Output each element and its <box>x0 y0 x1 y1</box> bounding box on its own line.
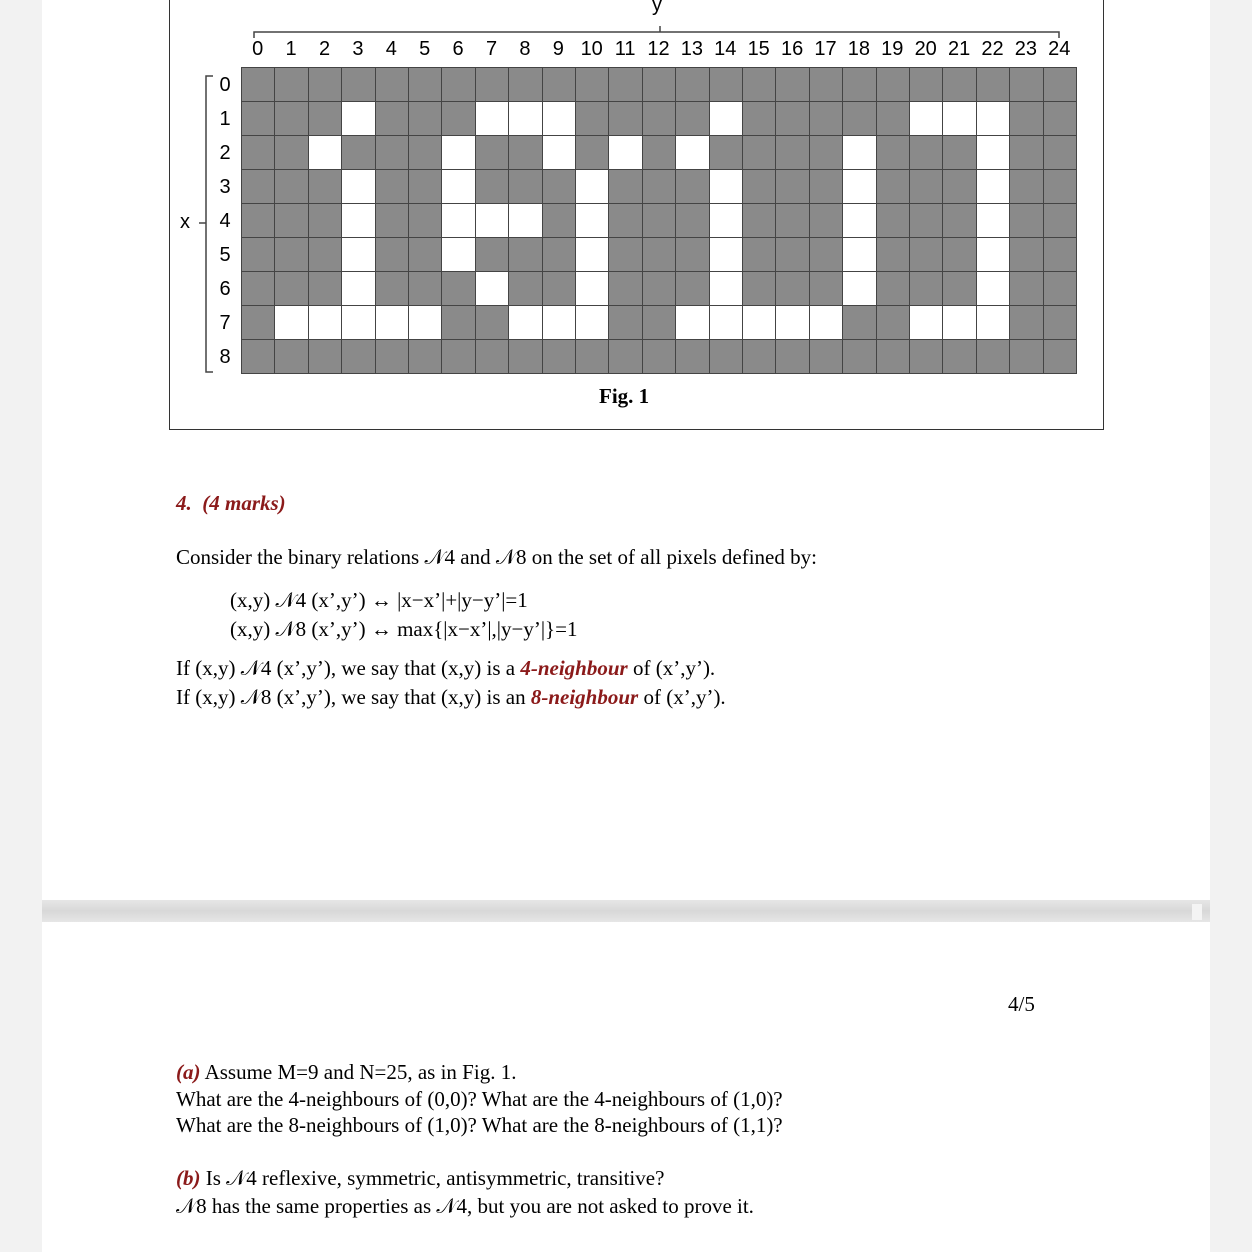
pixel-gray <box>742 271 776 306</box>
y-tick-label: 11 <box>614 38 636 60</box>
pixel-gray <box>976 67 1010 102</box>
pixel-gray <box>441 101 475 136</box>
pixel-gray <box>1009 237 1043 272</box>
part-b-line1 <box>176 1166 664 1191</box>
y-tick-label: 19 <box>881 38 904 60</box>
pixel-gray <box>375 237 409 272</box>
pixel-gray <box>909 203 943 238</box>
pixel-gray <box>608 67 642 102</box>
pixel-gray <box>441 305 475 340</box>
x-tick-label: 1 <box>219 108 231 130</box>
pixel-gray <box>1043 305 1077 340</box>
pixel-white <box>575 271 609 306</box>
pixel-gray <box>408 237 442 272</box>
pixel-white <box>341 101 375 136</box>
pixel-gray <box>709 339 743 374</box>
pixel-gray <box>408 101 442 136</box>
pixel-gray <box>575 101 609 136</box>
pixel-gray <box>709 135 743 170</box>
y-tick-label: 22 <box>981 38 1004 60</box>
pixel-gray <box>341 135 375 170</box>
pixel-gray <box>575 339 609 374</box>
pixel-gray <box>909 339 943 374</box>
pixel-gray <box>608 237 642 272</box>
pixel-gray <box>241 237 275 272</box>
pixel-gray <box>742 67 776 102</box>
pixel-gray <box>508 237 542 272</box>
pixel-white <box>542 135 576 170</box>
pixel-gray <box>1043 271 1077 306</box>
pixel-white <box>709 237 743 272</box>
pixel-white <box>341 203 375 238</box>
pixel-gray <box>642 237 676 272</box>
pixel-white <box>341 169 375 204</box>
y-tick-label: 5 <box>419 38 431 60</box>
pixel-gray <box>1043 203 1077 238</box>
pixel-gray <box>274 271 308 306</box>
pixel-white <box>608 135 642 170</box>
part-b-label: (b) <box>176 1166 201 1190</box>
pixel-gray <box>542 67 576 102</box>
pixel-gray <box>1043 237 1077 272</box>
pixel-gray <box>1009 67 1043 102</box>
pixel-gray <box>608 101 642 136</box>
pixel-white <box>441 203 475 238</box>
question-marks: (4 marks) <box>202 491 286 515</box>
pixel-white <box>842 203 876 238</box>
pixel-gray <box>375 339 409 374</box>
pixel-gray <box>775 339 809 374</box>
pixel-gray <box>508 339 542 374</box>
y-tick-label: 21 <box>947 38 971 60</box>
y-tick-label: 20 <box>914 38 937 60</box>
pixel-gray <box>441 271 475 306</box>
part-a-line2: What are the 4-neighbours of (0,0)? What are the 4-neighbours of (1,0)? <box>176 1087 783 1111</box>
pixel-gray <box>1009 101 1043 136</box>
pixel-gray <box>775 237 809 272</box>
pixel-gray <box>942 339 976 374</box>
pixel-gray <box>375 271 409 306</box>
pixel-gray <box>608 203 642 238</box>
pixel-gray <box>675 237 709 272</box>
pixel-gray <box>809 169 843 204</box>
pixel-gray <box>408 67 442 102</box>
pixel-gray <box>876 305 910 340</box>
pixel-gray <box>976 339 1010 374</box>
pixel-gray <box>709 67 743 102</box>
pixel-gray <box>1009 271 1043 306</box>
y-tick-label: 18 <box>847 38 871 60</box>
pixel-gray <box>675 169 709 204</box>
pixel-gray <box>775 203 809 238</box>
pixel-gray <box>809 237 843 272</box>
x-tick-label: 4 <box>219 210 231 232</box>
y-tick-label: 15 <box>747 38 770 60</box>
pixel-gray <box>341 67 375 102</box>
x-tick-label: 7 <box>219 312 231 334</box>
pixel-gray <box>375 135 409 170</box>
pixel-white <box>976 169 1010 204</box>
pixel-gray <box>375 67 409 102</box>
y-tick-label: 4 <box>385 38 397 60</box>
pixel-white <box>909 305 943 340</box>
pixel-gray <box>241 271 275 306</box>
pixel-white <box>308 305 342 340</box>
pixel-gray <box>775 169 809 204</box>
pixel-gray <box>642 305 676 340</box>
pixel-gray <box>675 101 709 136</box>
pixel-gray <box>642 203 676 238</box>
pixel-gray <box>475 305 509 340</box>
pixel-white <box>976 305 1010 340</box>
pixel-gray <box>441 67 475 102</box>
y-tick-label: 14 <box>714 38 737 60</box>
pixel-gray <box>608 169 642 204</box>
pixel-gray <box>942 135 976 170</box>
line1-pre: If (x,y) 𝒩4 (x’,y’), we say that (x,y) is a <box>176 656 521 680</box>
pixel-gray <box>742 339 776 374</box>
pixel-gray <box>408 271 442 306</box>
pixel-white <box>842 135 876 170</box>
pixel-white <box>575 305 609 340</box>
pixel-gray <box>274 135 308 170</box>
pixel-gray <box>1043 339 1077 374</box>
pixel-gray <box>475 339 509 374</box>
pixel-gray <box>742 101 776 136</box>
question-heading <box>176 491 286 516</box>
pixel-gray <box>608 305 642 340</box>
question-number: 4. <box>176 491 192 515</box>
pixel-white <box>942 101 976 136</box>
pixel-gray <box>308 101 342 136</box>
pixel-gray <box>508 271 542 306</box>
pixel-gray <box>876 67 910 102</box>
pixel-white <box>675 305 709 340</box>
pixel-gray <box>642 339 676 374</box>
pixel-white <box>341 237 375 272</box>
y-tick-label: 0 <box>252 38 264 60</box>
pixel-white <box>441 237 475 272</box>
pixel-gray <box>642 67 676 102</box>
line1-post: of (x’,y’). <box>627 656 716 680</box>
pixel-white <box>475 271 509 306</box>
pixel-gray <box>1043 101 1077 136</box>
y-tick-label: 9 <box>552 38 564 60</box>
pixel-white <box>542 101 576 136</box>
pixel-white <box>842 271 876 306</box>
question-intro: Consider the binary relations 𝒩4 and 𝒩8 on the set of all pixels defined by: <box>176 545 817 569</box>
pixel-gray <box>341 339 375 374</box>
pixel-gray <box>542 203 576 238</box>
y-tick-label: 12 <box>647 38 670 60</box>
x-tick-label: 0 <box>219 74 231 96</box>
pixel-gray <box>809 101 843 136</box>
pixel-gray <box>642 169 676 204</box>
pixel-white <box>976 101 1010 136</box>
pixel-white <box>709 305 743 340</box>
pixel-gray <box>608 339 642 374</box>
pixel-gray <box>274 203 308 238</box>
pixel-gray <box>1009 305 1043 340</box>
pixel-gray <box>775 135 809 170</box>
y-tick-label: 7 <box>485 38 498 60</box>
pixel-white <box>408 305 442 340</box>
pixel-gray <box>842 339 876 374</box>
pixel-gray <box>775 67 809 102</box>
pixel-gray <box>1009 169 1043 204</box>
pixel-gray <box>876 203 910 238</box>
pixel-white <box>942 305 976 340</box>
pixel-gray <box>241 203 275 238</box>
line2-pre: If (x,y) 𝒩8 (x’,y’), we say that (x,y) is an <box>176 685 531 709</box>
pixel-gray <box>675 339 709 374</box>
pixel-gray <box>274 169 308 204</box>
pixel-gray <box>876 339 910 374</box>
pixel-gray <box>842 305 876 340</box>
neighbour-4-definition <box>176 656 715 681</box>
pixel-gray <box>809 67 843 102</box>
pixel-gray <box>508 169 542 204</box>
pixel-white <box>675 135 709 170</box>
y-tick-label: 10 <box>580 38 603 60</box>
part-b-text: Is 𝒩4 reflexive, symmetric, antisymmetric, transitive? <box>200 1166 665 1190</box>
y-axis-brace <box>240 20 1080 40</box>
pixel-white <box>375 305 409 340</box>
pixel-gray <box>809 339 843 374</box>
pixel-gray <box>241 67 275 102</box>
pixel-gray <box>308 271 342 306</box>
pixel-gray <box>308 169 342 204</box>
term-4-neighbour: 4-neighbour <box>520 656 628 680</box>
pixel-gray <box>909 271 943 306</box>
pixel-white <box>976 271 1010 306</box>
y-tick-label: 17 <box>814 38 837 60</box>
pixel-gray <box>642 135 676 170</box>
y-tick-label: 24 <box>1048 38 1071 60</box>
pixel-gray <box>408 339 442 374</box>
pixel-gray <box>542 271 576 306</box>
pixel-white <box>475 203 509 238</box>
pixel-gray <box>441 339 475 374</box>
pixel-white <box>508 305 542 340</box>
pixel-gray <box>274 67 308 102</box>
y-tick-label: 8 <box>519 38 531 60</box>
pixel-gray <box>675 271 709 306</box>
pixel-gray <box>742 203 776 238</box>
pixel-white <box>842 237 876 272</box>
pixel-white <box>775 305 809 340</box>
pixel-gray <box>909 237 943 272</box>
pixel-gray <box>1009 203 1043 238</box>
pixel-gray <box>508 135 542 170</box>
part-a-text: Assume M=9 and N=25, as in Fig. 1. <box>200 1060 517 1084</box>
part-b-line2: 𝒩8 has the same properties as 𝒩4, but you are not asked to prove it. <box>176 1194 754 1218</box>
pixel-white <box>976 203 1010 238</box>
pixel-gray <box>1043 169 1077 204</box>
pixel-white <box>842 169 876 204</box>
pixel-gray <box>675 67 709 102</box>
pixel-gray <box>475 135 509 170</box>
y-tick-label: 3 <box>352 38 364 60</box>
pixel-gray <box>375 101 409 136</box>
pixel-gray <box>508 67 542 102</box>
pixel-white <box>976 135 1010 170</box>
pixel-white <box>274 305 308 340</box>
pixel-gray <box>308 203 342 238</box>
page-number: 4/5 <box>1008 992 1035 1016</box>
y-tick-label: 1 <box>285 38 297 60</box>
pixel-gray <box>909 67 943 102</box>
pixel-gray <box>475 169 509 204</box>
pixel-gray <box>1009 339 1043 374</box>
x-tick-label: 3 <box>219 176 231 198</box>
pixel-gray <box>876 101 910 136</box>
part-a-line3: What are the 8-neighbours of (1,0)? What are the 8-neighbours of (1,1)? <box>176 1113 783 1137</box>
y-tick-label: 16 <box>780 38 804 60</box>
pixel-gray <box>542 237 576 272</box>
pixel-white <box>742 305 776 340</box>
pixel-gray <box>909 135 943 170</box>
pixel-white <box>709 101 743 136</box>
pixel-gray <box>742 169 776 204</box>
x-tick-label: 5 <box>219 244 231 266</box>
pixel-gray <box>408 169 442 204</box>
x-tick-label: 8 <box>219 346 231 368</box>
page-divider-notch <box>1192 904 1202 920</box>
pixel-gray <box>375 203 409 238</box>
figure-caption: Fig. 1 <box>599 384 650 408</box>
term-8-neighbour: 8-neighbour <box>530 685 639 709</box>
pixel-gray <box>942 237 976 272</box>
pixel-gray <box>809 203 843 238</box>
pixel-gray <box>241 305 275 340</box>
pixel-gray <box>408 135 442 170</box>
pixel-gray <box>909 169 943 204</box>
pixel-gray <box>809 271 843 306</box>
pixel-gray <box>675 203 709 238</box>
pixel-gray <box>575 67 609 102</box>
y-tick-label: 13 <box>680 38 704 60</box>
pixel-white <box>575 203 609 238</box>
pixel-gray <box>575 135 609 170</box>
y-axis-label: y <box>652 0 662 16</box>
pixel-gray <box>375 169 409 204</box>
pixel-gray <box>1043 135 1077 170</box>
definition-n4: (x,y) 𝒩4 (x’,y’) ↔ |x−x’|+|y−y’|=1 <box>230 588 528 612</box>
pixel-gray <box>308 237 342 272</box>
pixel-gray <box>642 101 676 136</box>
pixel-white <box>542 305 576 340</box>
pixel-gray <box>1043 67 1077 102</box>
line2-post: of (x’,y’). <box>638 685 726 709</box>
pixel-gray <box>942 169 976 204</box>
pixel-gray <box>775 271 809 306</box>
pixel-white <box>976 237 1010 272</box>
pixel-gray <box>942 203 976 238</box>
pixel-gray <box>608 271 642 306</box>
pixel-white <box>709 271 743 306</box>
pixel-gray <box>876 271 910 306</box>
pixel-gray <box>876 169 910 204</box>
part-a-label: (a) <box>176 1060 201 1084</box>
pixel-white <box>709 203 743 238</box>
pixel-gray <box>742 135 776 170</box>
pixel-gray <box>274 101 308 136</box>
part-a-line1 <box>176 1060 516 1085</box>
x-tick-label: 6 <box>219 278 231 300</box>
pixel-gray <box>942 67 976 102</box>
pixel-gray <box>742 237 776 272</box>
y-tick-label: 6 <box>452 38 464 60</box>
pixel-gray <box>809 135 843 170</box>
neighbour-8-definition <box>176 685 726 710</box>
pixel-gray <box>942 271 976 306</box>
pixel-white <box>475 101 509 136</box>
pixel-gray <box>842 101 876 136</box>
pixel-gray <box>274 237 308 272</box>
pixel-gray <box>241 101 275 136</box>
x-tick-label: 2 <box>219 142 231 164</box>
y-tick-label: 23 <box>1014 38 1038 60</box>
pixel-gray <box>475 237 509 272</box>
pixel-gray <box>775 101 809 136</box>
pixel-gray <box>876 237 910 272</box>
pixel-gray <box>475 67 509 102</box>
pixel-gray <box>1009 135 1043 170</box>
pixel-gray <box>408 203 442 238</box>
pixel-white <box>709 169 743 204</box>
pixel-gray <box>274 339 308 374</box>
pixel-gray <box>842 67 876 102</box>
pixel-gray <box>241 135 275 170</box>
pixel-white <box>909 101 943 136</box>
definition-n8: (x,y) 𝒩8 (x’,y’) ↔ max{|x−x’|,|y−y’|}=1 <box>230 617 578 641</box>
pixel-gray <box>241 339 275 374</box>
pixel-gray <box>308 67 342 102</box>
pixel-white <box>441 169 475 204</box>
pixel-white <box>341 305 375 340</box>
page-divider <box>42 900 1210 922</box>
pixel-white <box>441 135 475 170</box>
pixel-white <box>508 203 542 238</box>
pixel-white <box>575 169 609 204</box>
pixel-white <box>575 237 609 272</box>
pixel-white <box>508 101 542 136</box>
pixel-gray <box>876 135 910 170</box>
pixel-gray <box>308 339 342 374</box>
x-axis-label: x <box>180 211 190 233</box>
pixel-gray <box>241 169 275 204</box>
y-tick-label: 2 <box>318 38 331 60</box>
pixel-gray <box>542 169 576 204</box>
pixel-gray <box>642 271 676 306</box>
pixel-white <box>341 271 375 306</box>
pixel-white <box>308 135 342 170</box>
pixel-gray <box>542 339 576 374</box>
pixel-white <box>809 305 843 340</box>
